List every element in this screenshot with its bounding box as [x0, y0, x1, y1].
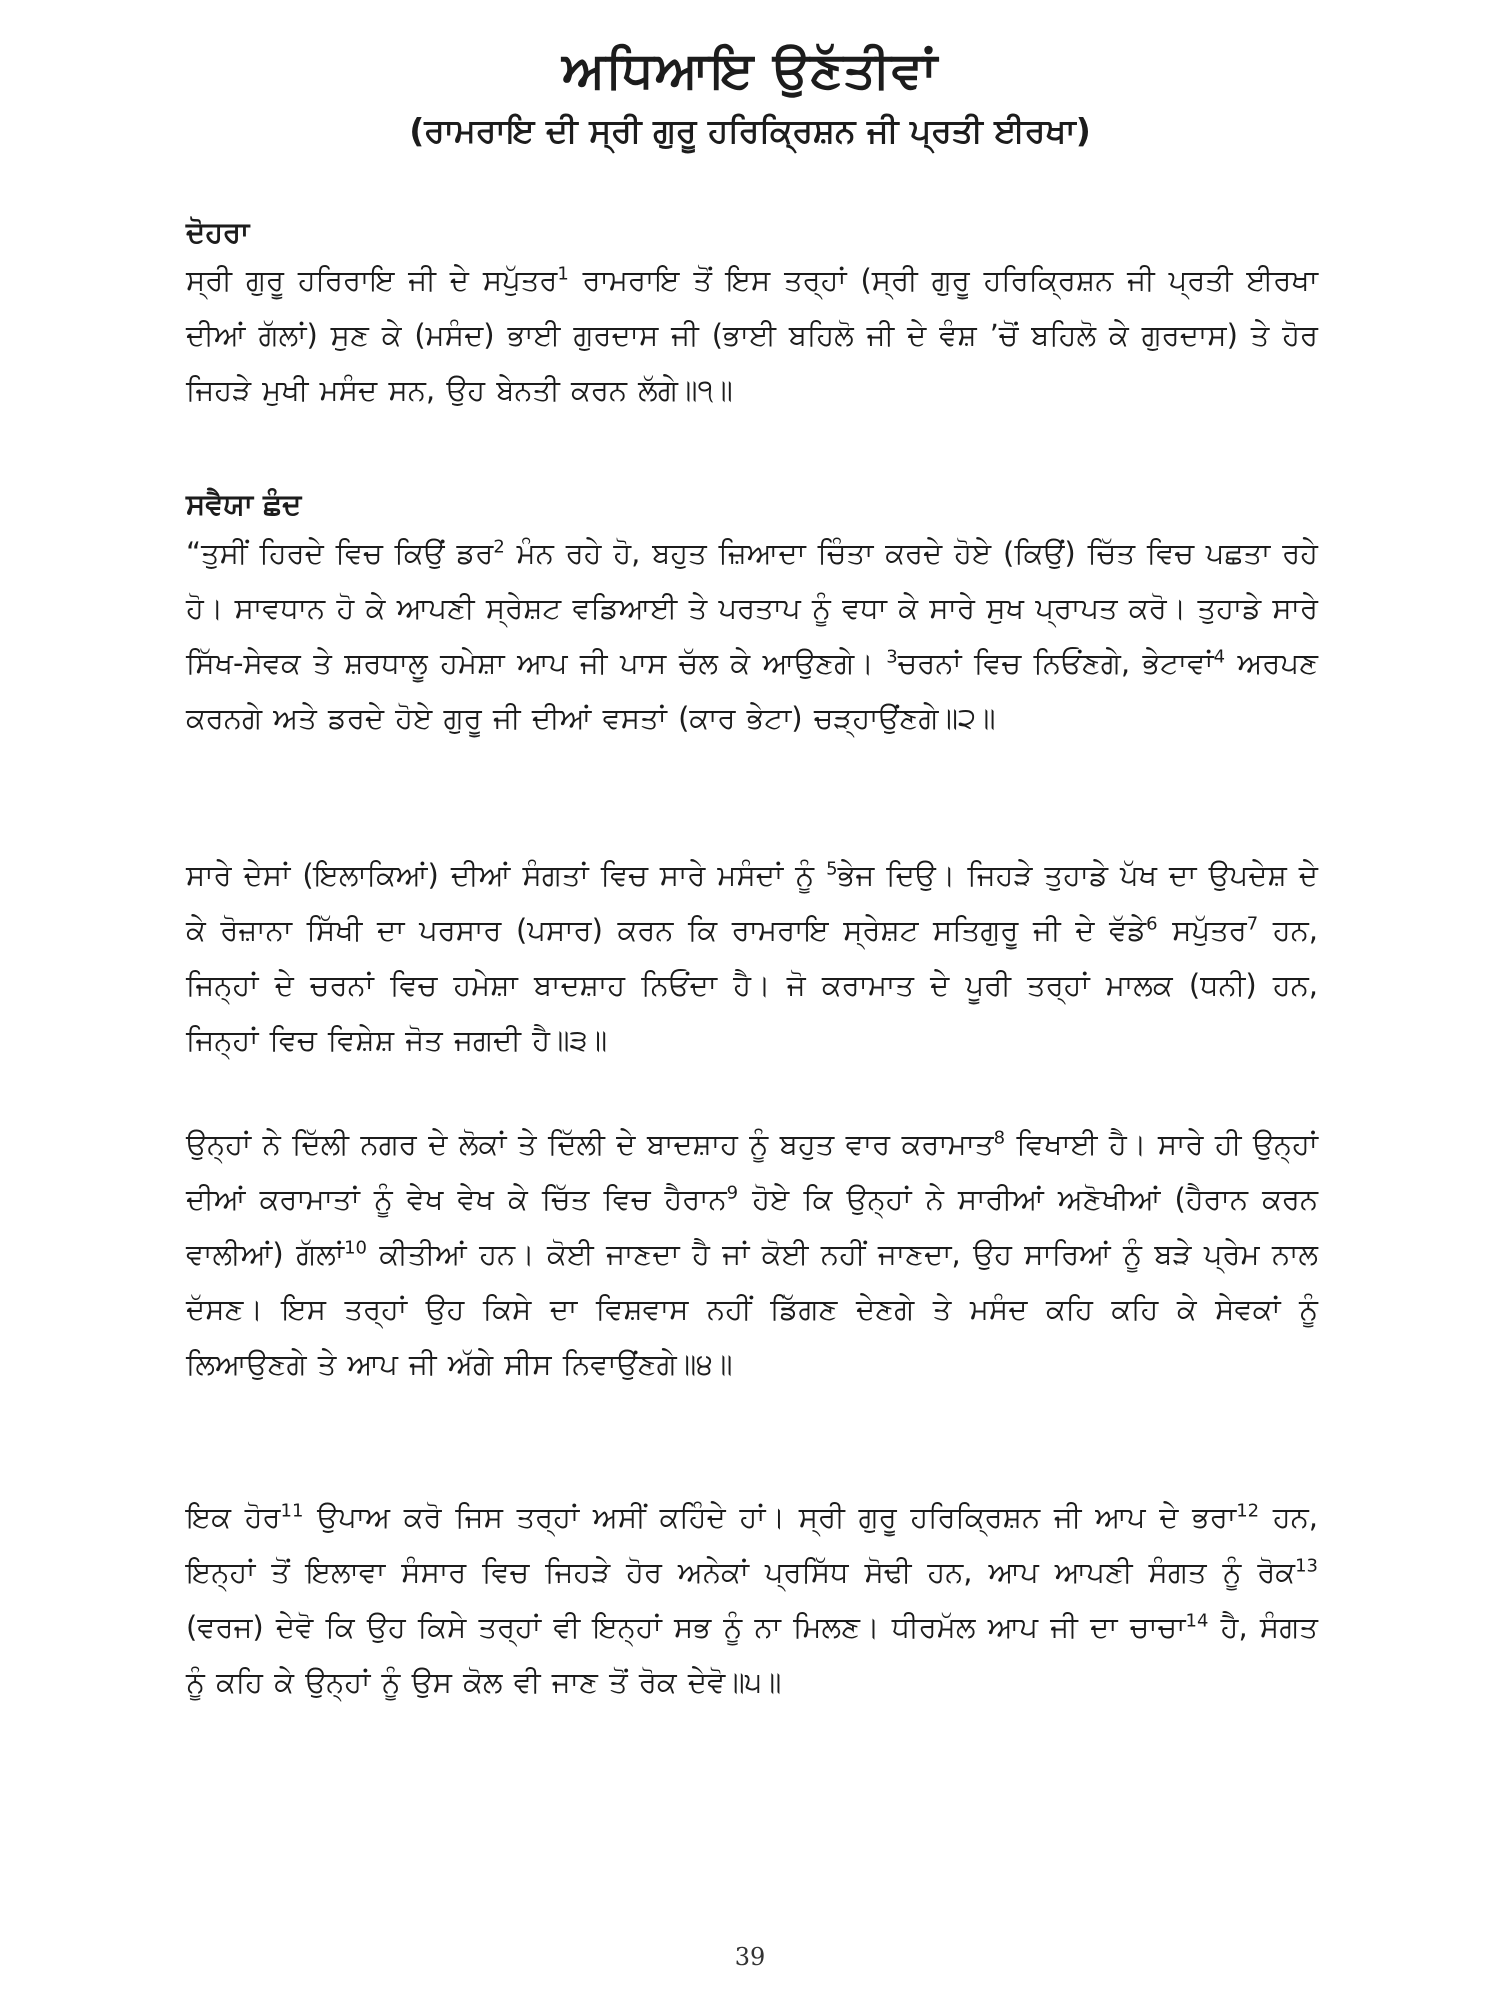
paragraph-text: ਵਿਖਾਈ ਹੈ। ਸਾਰੇ ਹੀ ਉਨ੍ਹਾਂ ਦੀਆਂ ਕਰਾਮਾਤਾਂ ਨੂੰ ਵੇਖ ਵੇਖ ਕੇ ਚਿੱਤ ਵਿਚ ਹੈਰਾਨ: [186, 1127, 1318, 1216]
paragraph-text: ਅਰਪਣ ਕਰਨਗੇ ਅਤੇ ਡਰਦੇ ਹੋਏ ਗੁਰੂ ਜੀ ਦੀਆਂ ਵਸਤਾਂ (ਕਾਰ ਭੇਟਾ) ਚੜ੍ਹਾਉਂਣਗੇ॥੨॥: [186, 646, 1318, 735]
footnote-marker: 11: [280, 1500, 304, 1522]
section-heading-savaiya: ਸਵੈਯਾ ਛੰਦ: [186, 487, 302, 521]
footnote-marker: 14: [1185, 1610, 1209, 1632]
chapter-subtitle: (ਰਾਮਰਾਇ ਦੀ ਸ੍ਰੀ ਗੁਰੂ ਹਰਿਕ੍ਰਿਸ਼ਨ ਜੀ ਪ੍ਰਤੀ ਈਰਖਾ): [409, 111, 1091, 150]
footnote-marker: 5: [826, 858, 838, 880]
footnote-marker: 12: [1236, 1500, 1260, 1522]
paragraph-text: ਸ੍ਰੀ ਗੁਰੂ ਹਰਿਰਾਇ ਜੀ ਦੇ ਸਪੁੱਤਰ: [186, 263, 558, 297]
paragraph-text: ਸਾਰੇ ਦੇਸਾਂ (ਇਲਾਕਿਆਂ) ਦੀਆਂ ਸੰਗਤਾਂ ਵਿਚ ਸਾਰੇ ਮਸੰਦਾਂ ਨੂੰ: [186, 858, 827, 892]
paragraph-text: ਹਨ, ਜਿਨ੍ਹਾਂ ਦੇ ਚਰਨਾਂ ਵਿਚ ਹਮੇਸ਼ਾ ਬਾਦਸ਼ਾਹ ਨਿਓਂਦਾ ਹੈ। ਜੋ ਕਰਾਮਾਤ ਦੇ ਪੂਰੀ ਤਰ੍ਹਾਂ ਮਾਲਕ (ਧਨੀ) ਹਨ, ਜਿਨ੍ਹਾਂ ਵਿਚ ਵਿਸ਼ੇਸ਼ ਜੋਤ ਜਗਦੀ ਹੈ॥੩॥: [186, 913, 1319, 1057]
chapter-title: ਅਧਿਆਇ ਉਣੱਤੀਵਾਂ: [561, 41, 939, 99]
footnote-marker: 10: [344, 1237, 368, 1259]
paragraph-text: (ਵਰਜ) ਦੇਵੋ ਕਿ ਉਹ ਕਿਸੇ ਤਰ੍ਹਾਂ ਵੀ ਇਨ੍ਹਾਂ ਸਭ ਨੂੰ ਨਾ ਮਿਲਣ। ਧੀਰਮੱਲ ਆਪ ਜੀ ਦਾ ਚਾਚਾ: [186, 1610, 1186, 1644]
paragraph-5: [186, 1490, 1318, 1710]
paragraph-4: [186, 1117, 1318, 1392]
paragraph-text: ਉਨ੍ਹਾਂ ਨੇ ਦਿੱਲੀ ਨਗਰ ਦੇ ਲੋਕਾਂ ਤੇ ਦਿੱਲੀ ਦੇ ਬਾਦਸ਼ਾਹ ਨੂੰ ਬਹੁਤ ਵਾਰ ਕਰਾਮਾਤ: [186, 1127, 994, 1161]
footnote-marker: 4: [1213, 646, 1226, 668]
paragraph-text: ਉਪਾਅ ਕਰੋ ਜਿਸ ਤਰ੍ਹਾਂ ਅਸੀਂ ਕਹਿੰਦੇ ਹਾਂ। ਸ੍ਰੀ ਗੁਰੂ ਹਰਿਕ੍ਰਿਸ਼ਨ ਜੀ ਆਪ ਦੇ ਭਰਾ: [303, 1500, 1237, 1534]
paragraph-text: ਮੰਨ ਰਹੇ ਹੋ, ਬਹੁਤ ਜ਼ਿਆਦਾ ਚਿੰਤਾ ਕਰਦੇ ਹੋਏ (ਕਿਉਂ) ਚਿੱਤ ਵਿਚ ਪਛਤਾ ਰਹੇ ਹੋ। ਸਾਵਧਾਨ ਹੋ ਕੇ ਆਪਣੀ ਸ੍ਰੇਸ਼ਟ ਵਡਿਆਈ ਤੇ ਪਰਤਾਪ ਨੂੰ ਵਧਾ ਕੇ ਸਾਰੇ ਸੁਖ ਪ੍ਰਾਪਤ ਕਰੋ। ਤੁਹਾਡੇ ਸਾਰੇ ਸਿੱਖ-ਸੇਵਕ ਤੇ ਸ਼ਰਧਾਲੂ ਹਮੇਸ਼ਾ ਆਪ ਜੀ ਪਾਸ ਚੱਲ ਕੇ ਆਉਣਗੇ।: [186, 536, 1318, 680]
paragraph-2: [186, 526, 1318, 746]
paragraph-text: ਭੇਜ ਦਿਉ। ਜਿਹੜੇ ਤੁਹਾਡੇ ਪੱਖ ਦਾ ਉਪਦੇਸ਼ ਦੇ ਕੇ ਰੋਜ਼ਾਨਾ ਸਿੱਖੀ ਦਾ ਪਰਸਾਰ (ਪਸਾਰ) ਕਰਨ ਕਿ ਰਾਮਰਾਇ ਸ੍ਰੇਸ਼ਟ ਸਤਿਗੁਰੂ ਜੀ ਦੇ ਵੱਡੇ: [186, 858, 1318, 947]
paragraph-text: ਸਪੁੱਤਰ: [1157, 913, 1247, 947]
paragraph-text: ਹਨ, ਇਨ੍ਹਾਂ ਤੋਂ ਇਲਾਵਾ ਸੰਸਾਰ ਵਿਚ ਜਿਹੜੇ ਹੋਰ ਅਨੇਕਾਂ ਪ੍ਰਸਿੱਧ ਸੋਢੀ ਹਨ, ਆਪ ਆਪਣੀ ਸੰਗਤ ਨੂੰ ਰੋਕ: [186, 1500, 1319, 1589]
paragraph-text: ਚਰਨਾਂ ਵਿਚ ਨਿਓਂਣਗੇ, ਭੇਟਾਵਾਂ: [897, 646, 1214, 680]
paragraph-text: ਕੀਤੀਆਂ ਹਨ। ਕੋਈ ਜਾਣਦਾ ਹੈ ਜਾਂ ਕੋਈ ਨਹੀਂ ਜਾਣਦਾ, ਉਹ ਸਾਰਿਆਂ ਨੂੰ ਬੜੇ ਪ੍ਰੇਮ ਨਾਲ ਦੱਸਣ। ਇਸ ਤਰ੍ਹਾਂ ਉਹ ਕਿਸੇ ਦਾ ਵਿਸ਼ਵਾਸ ਨਹੀਂ ਡਿੱਗਣ ਦੇਣਗੇ ਤੇ ਮਸੰਦ ਕਹਿ ਕਹਿ ਕੇ ਸੇਵਕਾਂ ਨੂੰ ਲਿਆਉਣਗੇ ਤੇ ਆਪ ਜੀ ਅੱਗੇ ਸੀਸ ਨਿਵਾਉਂਣਗੇ॥੪॥: [186, 1237, 1318, 1381]
footnote-marker: 9: [726, 1182, 739, 1204]
paragraph-3: [186, 848, 1318, 1068]
footnote-marker: 1: [557, 263, 569, 285]
footnote-marker: 3: [886, 646, 898, 668]
page-number: 39: [734, 1943, 766, 1971]
footnote-marker: 8: [993, 1127, 1006, 1149]
paragraph-text: ਰਾਮਰਾਇ ਤੋਂ ਇਸ ਤਰ੍ਹਾਂ (ਸ੍ਰੀ ਗੁਰੂ ਹਰਿਕ੍ਰਿਸ਼ਨ ਜੀ ਪ੍ਰਤੀ ਈਰਖਾ ਦੀਆਂ ਗੱਲਾਂ) ਸੁਣ ਕੇ (ਮਸੰਦ) ਭਾਈ ਗੁਰਦਾਸ ਜੀ (ਭਾਈ ਬਹਿਲੋ ਜੀ ਦੇ ਵੰਸ਼ ’ਚੋਂ ਬਹਿਲੋ ਕੇ ਗੁਰਦਾਸ) ਤੇ ਹੋਰ ਜਿਹੜੇ ਮੁਖੀ ਮਸੰਦ ਸਨ, ਉਹ ਬੇਨਤੀ ਕਰਨ ਲੱਗੇ॥੧॥: [186, 263, 1318, 407]
section-heading-dohra: ਦੋਹਰਾ: [186, 215, 250, 249]
paragraph-text: ਹੈ, ਸੰਗਤ ਨੂੰ ਕਹਿ ਕੇ ਉਨ੍ਹਾਂ ਨੂੰ ਉਸ ਕੋਲ ਵੀ ਜਾਣ ਤੋਂ ਰੋਕ ਦੇਵੋ॥੫॥: [186, 1610, 1318, 1699]
paragraph-text: “ਤੁਸੀਂ ਹਿਰਦੇ ਵਿਚ ਕਿਉਂ ਡਰ: [186, 536, 494, 570]
paragraph-text: ਹੋਏ ਕਿ ਉਨ੍ਹਾਂ ਨੇ ਸਾਰੀਆਂ ਅਣੋਖੀਆਂ (ਹੈਰਾਨ ਕਰਨ ਵਾਲੀਆਂ) ਗੱਲਾਂ: [186, 1182, 1318, 1271]
footnote-marker: 7: [1246, 913, 1259, 935]
paragraph-text: ਇਕ ਹੋਰ: [186, 1500, 281, 1534]
footnote-marker: 13: [1295, 1555, 1318, 1577]
footnote-marker: 6: [1146, 913, 1158, 935]
paragraph-1: [186, 253, 1318, 418]
footnote-marker: 2: [493, 536, 505, 558]
